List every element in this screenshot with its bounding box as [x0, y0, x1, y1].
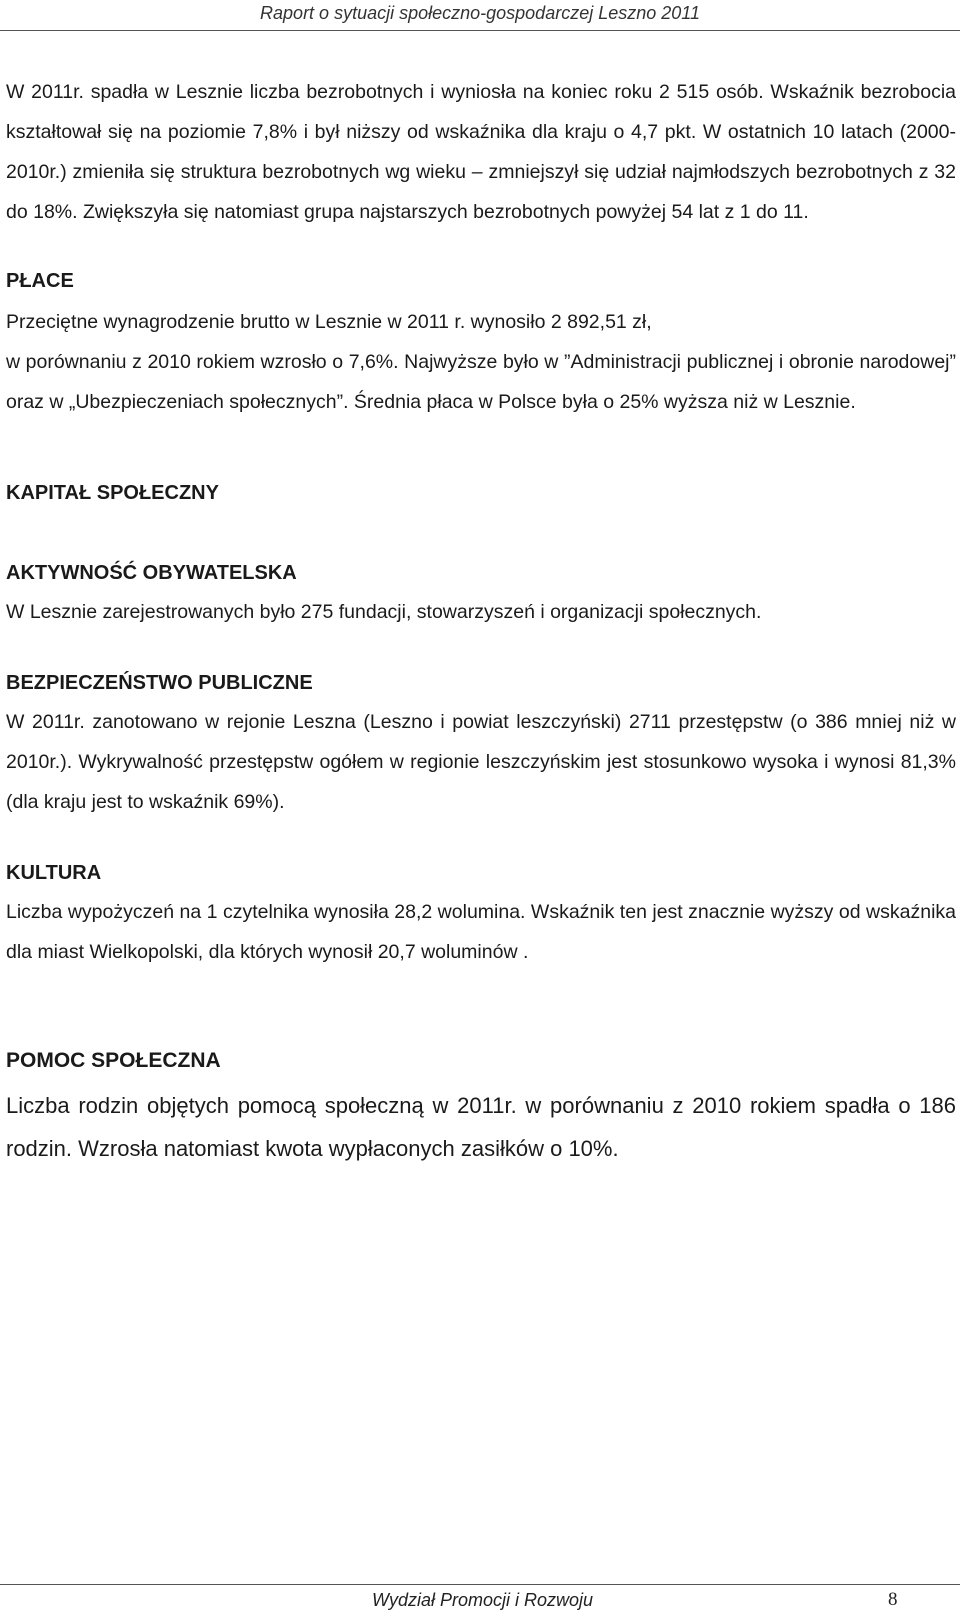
public-safety-paragraph: W 2011r. zanotowano w rejonie Leszna (Leszno i powiat leszczyński) 2711 przestępstw (o 386 mniej niż w 2010r.). Wykrywalność przestępstw ogółem w regionie leszczyńskim jest stosunkowo wysoka i wynosi 81,3% (dla kraju jest to wskaźnik 69%).: [6, 711, 956, 813]
unemployment-paragraph: W 2011r. spadła w Lesznie liczba bezrobotnych i wyniosła na koniec roku 2 515 osób. Wskaźnik bezrobocia kształtował się na poziomie 7,8% i był niższy od wskaźnika dla kraju o 4,7 pkt. W ostatnich 10 latach (2000-2010r.) zmieniła się struktura bezrobotnych wg wieku – zmniejszył się udział najmłodszych bezrobotnych z 32 do 18%. Zwiększyła się natomiast grupa najstarszych bezrobotnych powyżej 54 lat z 1 do 11.: [6, 81, 956, 223]
social-assistance-heading: POMOC SPOŁECZNA: [6, 1049, 221, 1072]
header-divider: [0, 30, 960, 31]
page-header: [0, 0, 960, 34]
header-title: Raport o sytuacji społeczno-gospodarczej Leszno 2011: [260, 3, 700, 23]
culture-heading: KULTURA: [6, 862, 102, 884]
wages-paragraph: w porównaniu z 2010 rokiem wzrosło o 7,6%. Najwyższe było w ”Administracji publicznej i obronie narodowej” oraz w „Ubezpieczeniach społecznych”. Średnia płaca w Polsce była o 25% wyższa niż w Lesznie.: [6, 351, 956, 413]
civic-activity-heading: AKTYWNOŚĆ OBYWATELSKA: [6, 562, 297, 584]
public-safety-heading: BEZPIECZEŃSTWO PUBLICZNE: [6, 672, 313, 694]
civic-activity-paragraph: W Lesznie zarejestrowanych było 275 fundacji, stowarzyszeń i organizacji społecznych.: [6, 601, 762, 623]
wages-paragraph-line1: Przeciętne wynagrodzenie brutto w Lesznie w 2011 r. wynosiło 2 892,51 zł,: [6, 311, 652, 333]
social-capital-heading: KAPITAŁ SPOŁECZNY: [6, 482, 219, 504]
social-assistance-paragraph: Liczba rodzin objętych pomocą społeczną w 2011r. w porównaniu z 2010 rokiem spadła o 186 rodzin. Wzrosła natomiast kwota wypłaconych zasiłków o 10%.: [6, 1093, 956, 1161]
page-number: 8: [888, 1589, 898, 1610]
footer-divider: [0, 1584, 960, 1585]
wages-heading: PŁACE: [6, 270, 74, 292]
culture-paragraph: Liczba wypożyczeń na 1 czytelnika wynosiła 28,2 wolumina. Wskaźnik ten jest znacznie wyższy od wskaźnika dla miast Wielkopolski, dla których wynosił 20,7 woluminów .: [6, 901, 956, 963]
document-body: [6, 72, 956, 1170]
footer-department: Wydział Promocji i Rozwoju: [372, 1590, 594, 1610]
